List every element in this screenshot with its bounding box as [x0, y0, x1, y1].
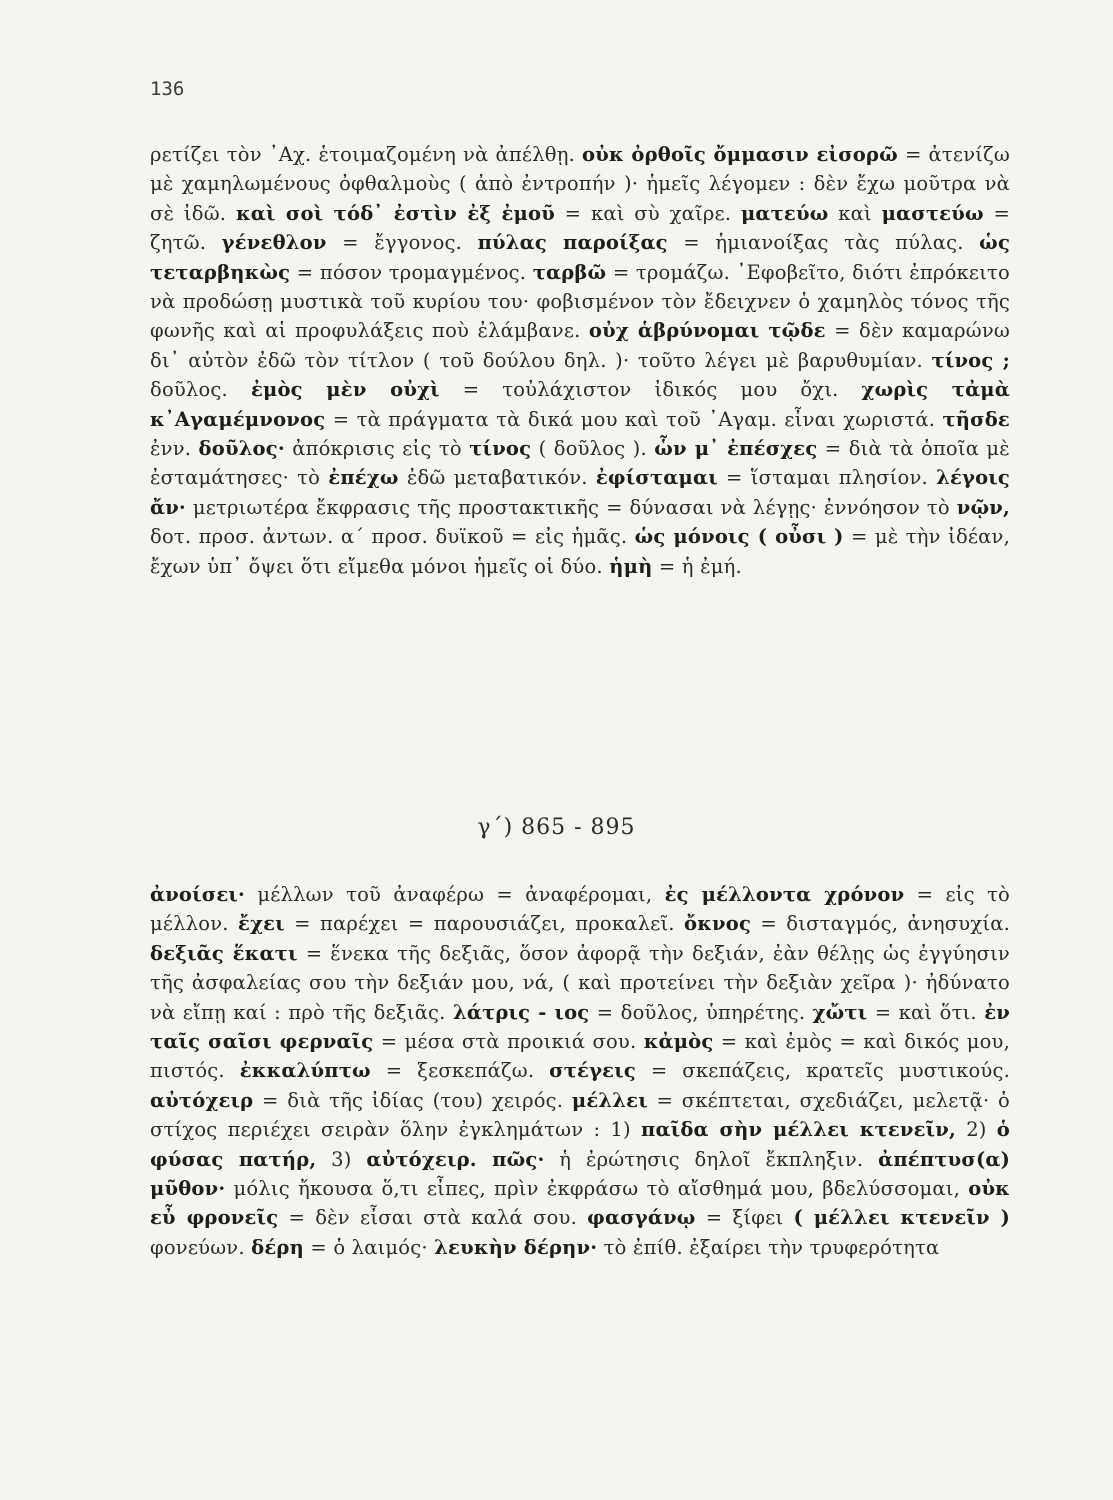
- gloss-text: δοῦλος.: [150, 378, 251, 402]
- lemma-term: κἀμὸς: [643, 1030, 714, 1054]
- lemma-term: ἀνοίσει·: [150, 883, 246, 906]
- lemma-term: δοῦλος·: [198, 437, 285, 461]
- gloss-text: = δοῦλος, ὑπηρέτης.: [589, 1000, 813, 1024]
- gloss-text: = καὶ ὅτι.: [867, 1000, 985, 1024]
- gloss-text: τὸ ἐπίθ. ἐξαίρει τὴν τρυφερότητα: [597, 1235, 940, 1259]
- lemma-term: πύλας παροίξας: [477, 231, 668, 255]
- gloss-text: = πόσον τρομαγμένος.: [290, 260, 533, 284]
- gloss-text: = διὰ τὰ ὁποῖα μὲ ἐσταμάτησες· τὸ: [150, 437, 1010, 490]
- commentary-block-2: [150, 880, 1010, 1262]
- gloss-text: = παρέχει = παρουσιάζει, προκαλεῖ.: [284, 912, 685, 936]
- lemma-term: ἐς μέλλοντα χρόνον: [664, 883, 905, 906]
- lemma-term: δέρη: [251, 1235, 304, 1259]
- gloss-text: = δὲν εἶσαι στὰ καλά σου.: [278, 1206, 588, 1230]
- gloss-text: = σκέπτεται, σχεδιάζει, μελετᾷ· ὁ στίχος περιέχει σειρὰν ὅλην ἐγκλημάτων : 1): [150, 1088, 1010, 1142]
- gloss-text: = μέσα στὰ προικιά σου.: [373, 1030, 644, 1054]
- lemma-term: λευκὴν δέρην·: [434, 1235, 598, 1259]
- section-heading: γ΄) 865 - 895: [477, 815, 636, 840]
- gloss-text: = δὲν καμαρώνω δι᾿ αὐτὸν ἐδῶ τὸν τίτλον ( τοῦ δούλου δηλ. )· τοῦτο λέγει μὲ βαρυθυμίαν.: [150, 319, 1010, 372]
- lemma-term: τίνος ;: [931, 348, 1010, 372]
- lemma-term: ματεύω: [740, 201, 829, 225]
- gloss-text: δοτ. προσ. ἀντων. α΄ προσ. δυϊκοῦ = εἰς ἡμᾶς.: [150, 525, 635, 549]
- lemma-term: ἐν ταῖς σαῖσι φερναῖς: [150, 1000, 1010, 1054]
- gloss-text: = σκεπάζεις, κρατεῖς μυστικούς.: [635, 1059, 1010, 1083]
- gloss-text: φονεύων.: [150, 1235, 252, 1259]
- lemma-term: ὁ φύσας πατήρ,: [150, 1118, 1011, 1171]
- lemma-term: λέγοις ἄν·: [150, 466, 1011, 519]
- gloss-text: = καὶ ἐμὸς = καὶ δικός μου, πιστός.: [150, 1030, 1011, 1083]
- commentary-paragraph: [150, 140, 1010, 581]
- gloss-text: μόλις ἤκουσα ὅ,τι εἶπες, πρὶν ἐκφράσω τὸ αἴσθημά μου, βδελύσσομαι,: [225, 1177, 969, 1201]
- gloss-text: μέλλων τοῦ ἀναφέρω = ἀναφέρομαι,: [245, 883, 665, 906]
- gloss-text: = ἕνεκα τῆς δεξιᾶς, ὅσον ἀφορᾷ τὴν δεξιάν, ἐὰν θέλῃς ὡς ἐγγύησιν τῆς ἀσφαλείας σου τὴν δεξιάν μου, νά, ( καὶ προτείνει τὴν δεξιὰν χεῖρα )· ἠδύνατο νὰ εἴπῃ καί : πρὸ τῆς δεξιᾶς.: [150, 941, 1010, 1024]
- gloss-text: μετριωτέρα ἔκφρασις τῆς προστακτικῆς = δύνασαι νὰ λέγῃς· ἐννόησον τὸ: [185, 495, 957, 519]
- gloss-text: ἐνν.: [150, 437, 199, 461]
- lemma-term: ταρβῶ: [532, 260, 607, 284]
- gloss-text: = διὰ τῆς ἰδίας (του) χειρός.: [253, 1088, 572, 1112]
- lemma-term: καὶ σοὶ τόδ᾿ ἐστὶν ἐξ ἐμοῦ: [235, 201, 555, 225]
- gloss-text: ( δοῦλος ).: [531, 437, 655, 461]
- gloss-text: = ἡ ἐμή.: [652, 554, 742, 578]
- lemma-term: ἔχει: [238, 912, 285, 936]
- lemma-term: γένεθλον: [221, 231, 327, 255]
- gloss-text: = τοὐλάχιστον ἰδικός μου ὄχι.: [439, 378, 862, 402]
- lemma-term: ὧν μ᾿ ἐπέσχες: [654, 437, 818, 461]
- lemma-term: οὐκ εὖ φρονεῖς: [150, 1177, 1010, 1230]
- lemma-term: ὡς τεταρβηκὼς: [150, 231, 1011, 284]
- lemma-term: χωρὶς τἀμὰ κ᾿Αγαμέμνονος: [150, 378, 1010, 431]
- gloss-text: = δισταγμός, ἀνησυχία.: [751, 912, 1010, 936]
- lemma-term: χὤτι: [812, 1000, 868, 1024]
- lemma-term: οὐχ ἁβρύνομαι τῷδε: [588, 319, 826, 343]
- lemma-term: ἐπέχω: [328, 466, 399, 490]
- lemma-term: αὐτόχειρ: [150, 1088, 254, 1112]
- gloss-text: = τὰ πράγματα τὰ δικά μου καὶ τοῦ ᾿Αγαμ. εἶναι χωριστά.: [325, 407, 943, 431]
- gloss-text: ἐδῶ μεταβατικόν.: [398, 466, 596, 490]
- gloss-text: καὶ: [828, 201, 882, 225]
- gloss-text: ἀπόκρισις εἰς τὸ: [284, 437, 470, 461]
- lemma-term: ἀπέπτυσ(α) μῦθον·: [150, 1147, 1011, 1201]
- lemma-term: ἐκκαλύπτω: [239, 1059, 371, 1083]
- lemma-term: αὐτόχειρ. πῶς·: [366, 1147, 545, 1171]
- lemma-term: παῖδα σὴν μέλλει κτενεῖν,: [641, 1118, 957, 1142]
- gloss-text: 3): [316, 1147, 367, 1171]
- lemma-term: ( μέλλει κτενεῖν ): [793, 1206, 1010, 1230]
- lemma-term: ὡς μόνοις ( οὖσι ): [634, 525, 844, 549]
- lemma-term: ἐμὸς μὲν οὐχὶ: [250, 378, 440, 402]
- page-number: 136: [150, 78, 185, 100]
- lemma-term: ἐφίσταμαι: [595, 466, 718, 490]
- lemma-term: νῷν,: [956, 495, 1010, 519]
- lemma-term: ἡμὴ: [609, 554, 653, 578]
- gloss-text: ρετίζει τὸν ᾿Αχ. ἑτοιμαζομένη νὰ ἀπέλθῃ.: [150, 143, 583, 166]
- lemma-term: οὐκ ὀρθοῖς ὄμμασιν εἰσορῶ: [582, 143, 898, 166]
- gloss-text: = ξεσκεπάζω.: [370, 1059, 550, 1083]
- lemma-term: λάτρις - ιος: [452, 1000, 590, 1024]
- gloss-text: = μὲ τὴν ἰδέαν, ἔχων ὑπ᾿ ὄψει ὅτι εἴμεθα μόνοι ἡμεῖς οἱ δύο.: [150, 525, 1011, 578]
- lemma-term: φασγάνῳ: [587, 1206, 696, 1230]
- gloss-text: = εἰς τὸ μέλλον.: [150, 883, 1010, 936]
- lemma-term: μέλλει: [571, 1088, 648, 1112]
- gloss-text: = τρομάζω. ᾿Εφοβεῖτο, διότι ἐπρόκειτο νὰ προδώσῃ μυστικὰ τοῦ κυρίου του· φοβισμένον τὸν ἔδειχνεν ὁ χαμηλὸς τόνος τῆς φωνῆς καὶ αἱ προφυλάξεις ποὺ ἐλάμβανε.: [150, 260, 1010, 343]
- lemma-term: μαστεύω: [881, 201, 984, 225]
- gloss-text: = ἵσταμαι πλησίον.: [717, 466, 937, 490]
- gloss-text: = ὁ λαιμός·: [303, 1235, 435, 1259]
- lemma-term: τῆσδε: [942, 407, 1010, 431]
- commentary-block-1: [150, 140, 1010, 581]
- lemma-term: ὄκνος: [684, 912, 752, 936]
- gloss-text: = ἀτενίζω μὲ χαμηλωμένους ὀφθαλμοὺς ( ἀπὸ ἐντροπήν )· ἡμεῖς λέγομεν : δὲν ἔχω μοῦτρα νὰ σὲ ἰδῶ.: [150, 143, 1010, 225]
- lemma-term: τίνος: [469, 437, 532, 461]
- gloss-text: 2): [956, 1118, 997, 1142]
- lemma-term: δεξιᾶς ἕκατι: [150, 941, 298, 965]
- gloss-text: = ἔγγονος.: [326, 231, 478, 255]
- commentary-paragraph: [150, 880, 1010, 1262]
- gloss-text: ἡ ἐρώτησις δηλοῖ ἔκπληξιν.: [544, 1147, 879, 1171]
- gloss-text: = ξίφει: [695, 1206, 794, 1230]
- gloss-text: = ἡμιανοίξας τὰς πύλας.: [667, 231, 980, 255]
- gloss-text: = ζητῶ.: [150, 201, 1010, 255]
- lemma-term: στέγεις: [549, 1059, 636, 1083]
- gloss-text: = καὶ σὺ χαῖρε.: [554, 201, 741, 225]
